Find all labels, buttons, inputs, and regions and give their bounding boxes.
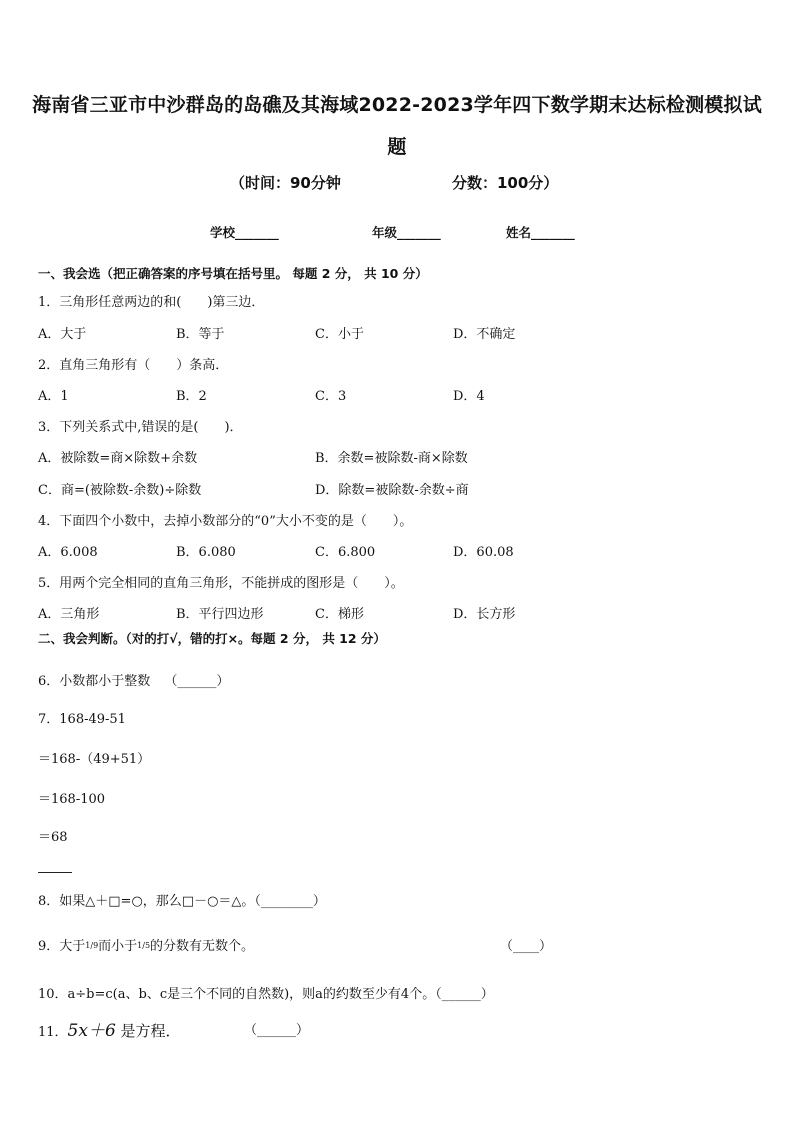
q10-answer-blank: （______） xyxy=(435,987,494,1002)
document-title xyxy=(30,84,764,168)
q9-answer-blank: （____） xyxy=(500,939,553,954)
q9-text-pre: 9．大于 xyxy=(38,939,86,954)
q1-option-d: D．不确定 xyxy=(453,327,516,342)
q2-option-d: D．4 xyxy=(453,389,485,404)
q4-option-d: D．60.08 xyxy=(453,545,514,560)
question-6 xyxy=(38,670,229,689)
q5-option-d: D．长方形 xyxy=(453,607,516,622)
q9-text-post: 的分数有无数个。 xyxy=(150,939,255,954)
exam-score: 分数：100分） xyxy=(452,174,559,192)
question-1: 1．三角形任意两边的和( )第三边． xyxy=(38,295,265,310)
question-9 xyxy=(38,935,254,954)
q6-answer-blank: （______） xyxy=(164,674,230,689)
q4-option-b: B．6.080 xyxy=(176,545,236,560)
question-3: 3．下列关系式中,错误的是( )． xyxy=(38,420,243,435)
q2-option-b: B．2 xyxy=(176,389,207,404)
q5-option-a: A．三角形 xyxy=(38,607,100,622)
exam-time: （时间：90分钟 xyxy=(230,174,341,192)
question-7-line-4: ＝68 xyxy=(38,830,68,845)
q9-fraction-1: 1/9 xyxy=(85,941,99,950)
section-2-heading: 二、我会判断。（对的打√，错的打×。每题 2 分， 共 12 分） xyxy=(38,631,386,646)
question-8 xyxy=(38,890,326,909)
question-4: 4．下面四个小数中，去掉小数部分的“0”大小不变的是（ ）。 xyxy=(38,514,413,529)
q4-option-a: A．6.008 xyxy=(38,545,98,560)
title-line-1: 海南省三亚市中沙群岛的岛礁及其海域2022-2023学年四下数学期末达标检测模拟试 xyxy=(32,94,762,116)
q11-text: 是方程． xyxy=(115,1022,181,1040)
q10-text: 10．a÷b=c(a、b、c是三个不同的自然数)，则a的约数至少有4个。 xyxy=(38,987,436,1002)
section-1-heading: 一、我会选（把正确答案的序号填在括号里。 每题 2 分， 共 10 分） xyxy=(38,266,428,281)
q11-answer-blank: （______） xyxy=(244,1023,310,1038)
q1-option-b: B．等于 xyxy=(176,327,225,342)
q11-number: 11． xyxy=(38,1025,68,1040)
q9-fraction-2: 1/5 xyxy=(137,941,151,950)
question-10 xyxy=(38,983,494,1002)
q11-expression: 5x＋6 xyxy=(67,1021,116,1041)
school-field: 学校_______ xyxy=(210,225,279,240)
q8-answer-blank: （________） xyxy=(254,894,326,909)
q5-option-c: C．梯形 xyxy=(315,607,364,622)
question-2: 2．直角三角形有（ ）条高． xyxy=(38,358,229,373)
q3-option-c: C．商=(被除数-余数)÷除数 xyxy=(38,483,202,498)
grade-field: 年级_______ xyxy=(372,225,441,240)
question-7-line-3: ＝168-100 xyxy=(38,792,106,807)
q3-option-d: D．除数=被除数-余数÷商 xyxy=(315,483,469,498)
q9-text-mid: 而小于 xyxy=(98,939,138,954)
name-field: 姓名_______ xyxy=(506,225,575,240)
question-11 xyxy=(38,1016,181,1041)
q3-option-b: B．余数=被除数-商×除数 xyxy=(315,451,468,466)
q4-option-c: C．6.800 xyxy=(315,545,376,560)
question-5: 5．用两个完全相同的直角三角形，不能拼成的图形是（ ）。 xyxy=(38,576,404,591)
q2-option-a: A．1 xyxy=(38,389,69,404)
q7-answer-blank xyxy=(38,872,72,873)
q5-option-b: B．平行四边形 xyxy=(176,607,264,622)
title-line-2: 题 xyxy=(387,136,407,158)
q1-option-a: A．大于 xyxy=(38,327,87,342)
q2-option-c: C．3 xyxy=(315,389,347,404)
q3-option-a: A．被除数=商×除数+余数 xyxy=(38,451,198,466)
question-7-line-1: 7．168-49-51 xyxy=(38,712,126,727)
q1-option-c: C．小于 xyxy=(315,327,364,342)
q6-text: 6．小数都小于整数 xyxy=(38,674,151,689)
q8-text: 8．如果△＋□=○，那么□－○＝△。 xyxy=(38,894,255,909)
question-7-line-2: ＝168-（49+51） xyxy=(38,752,151,767)
